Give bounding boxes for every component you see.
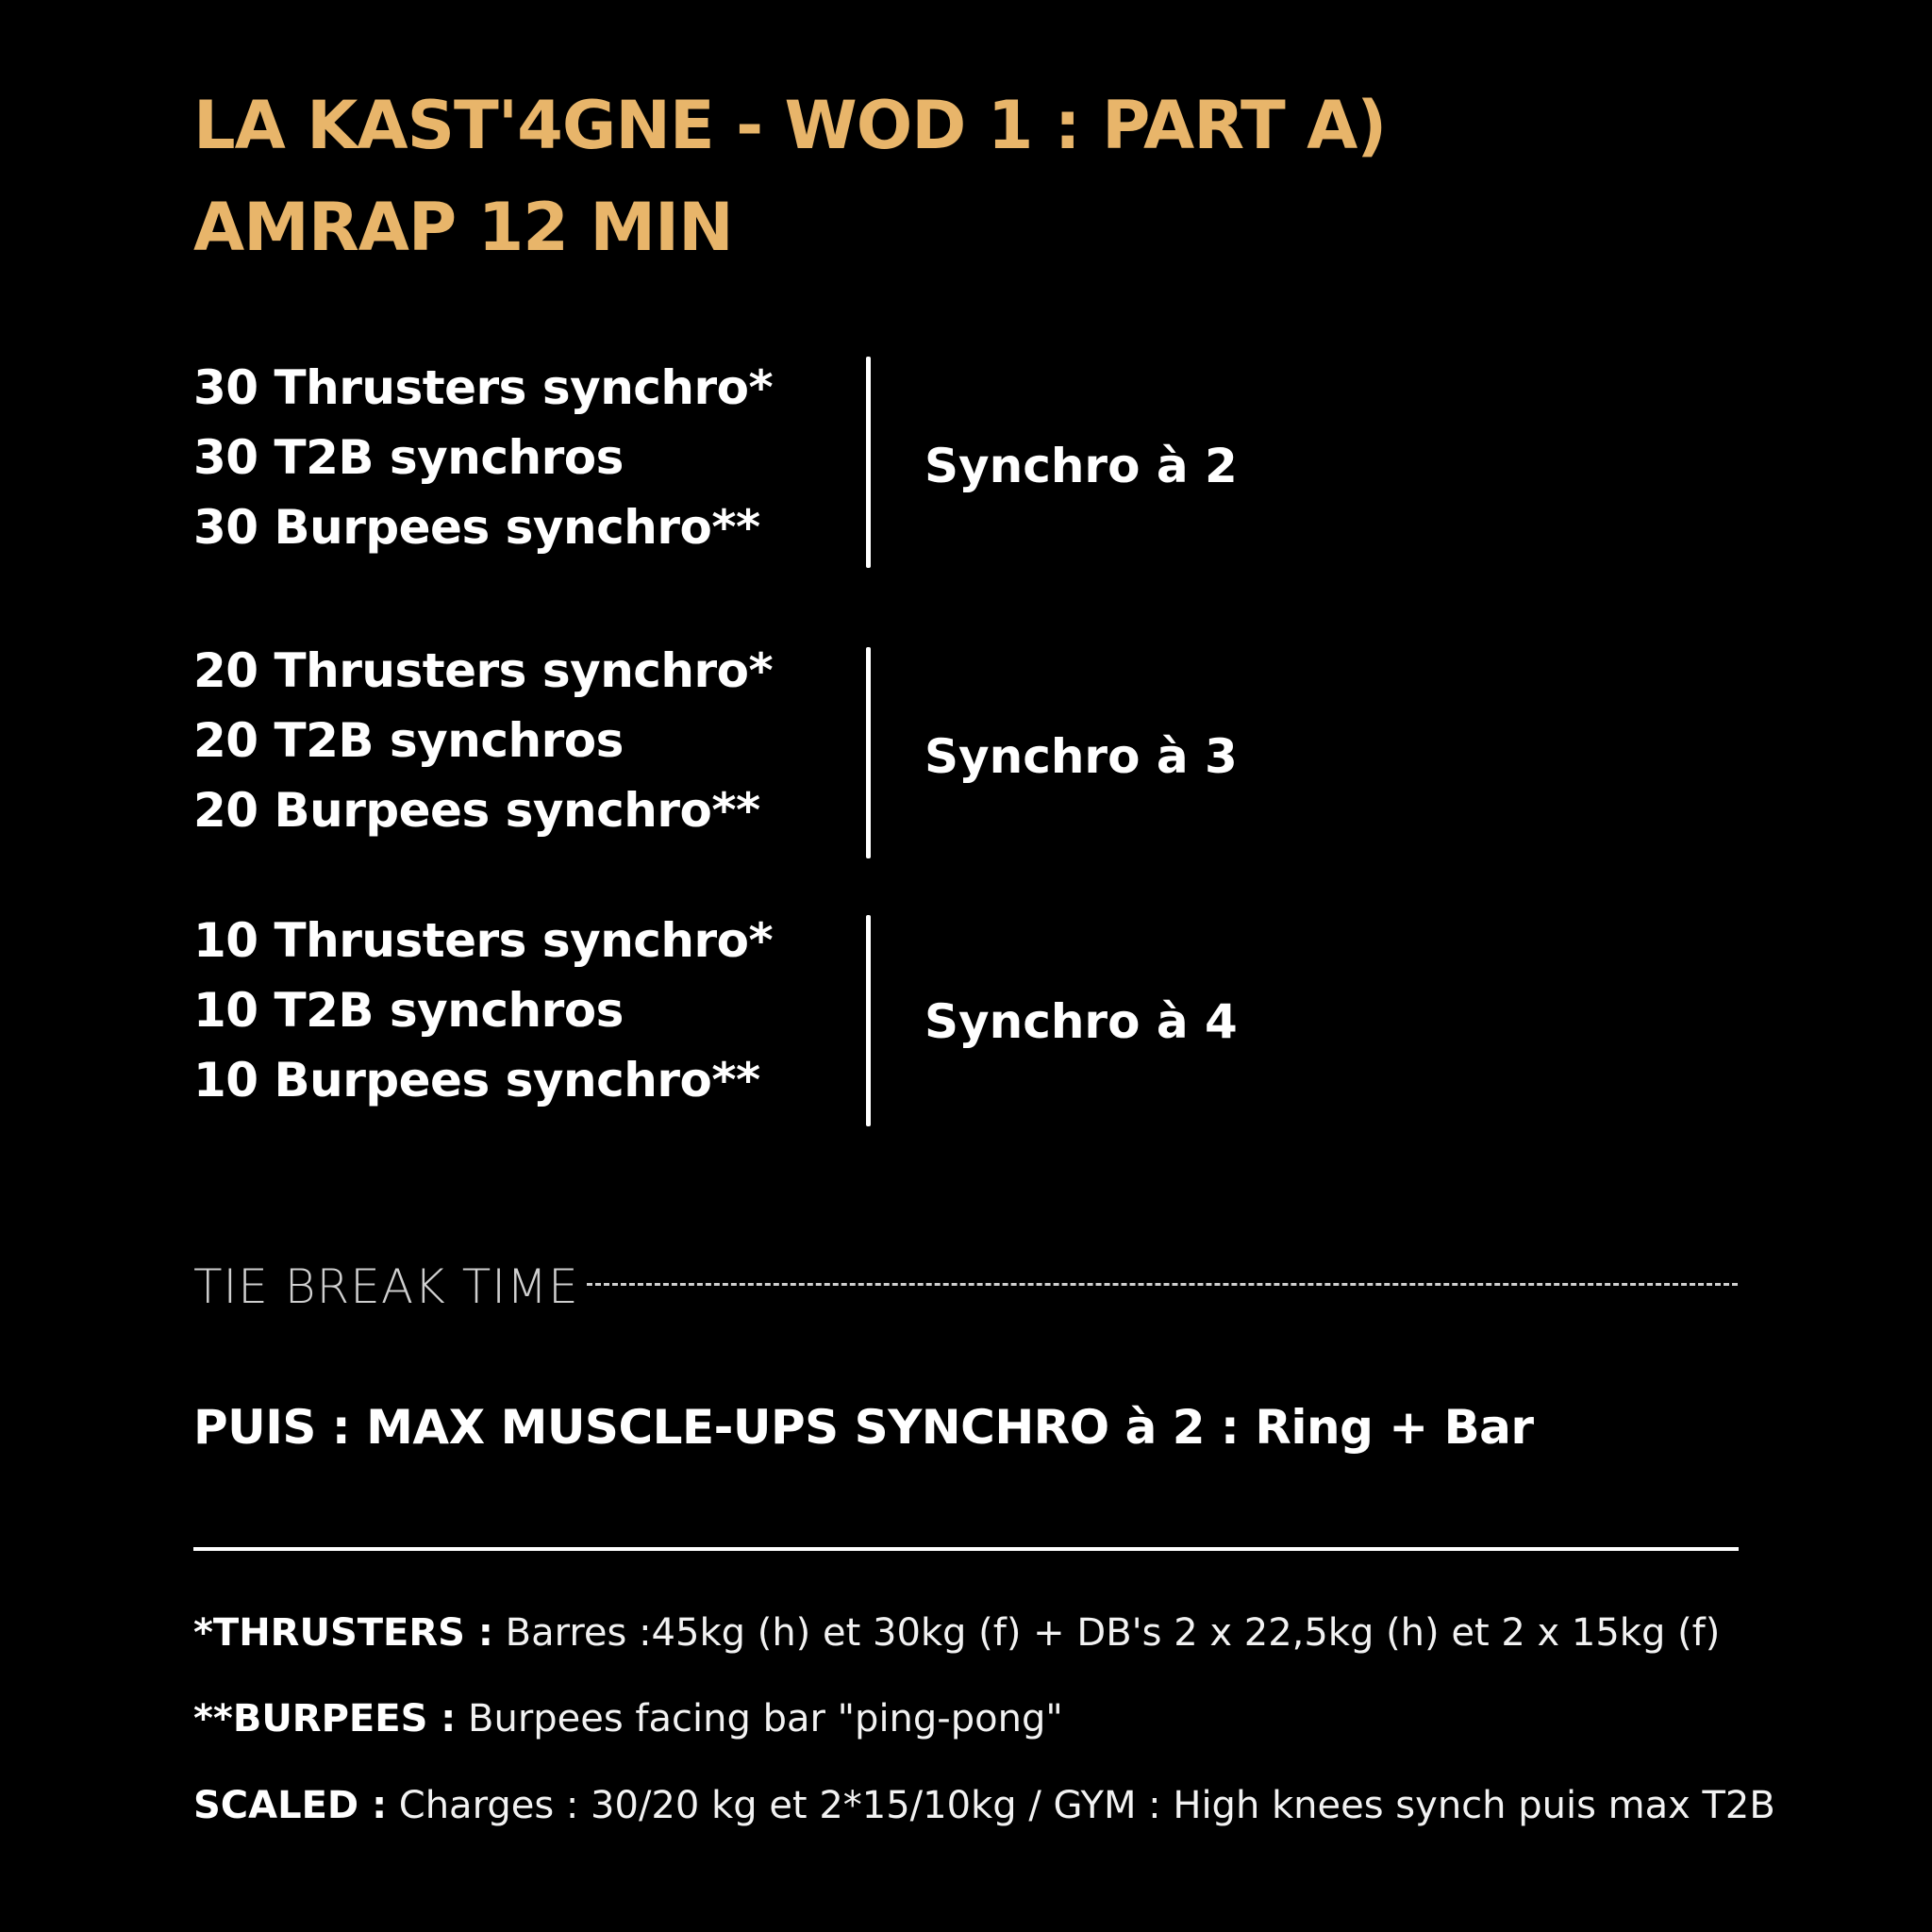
horizontal-rule (193, 1547, 1739, 1551)
workout-block-1 (193, 357, 1703, 574)
synchro-label: Synchro à 2 (924, 439, 1238, 493)
tie-break-label: TIE BREAK TIME (193, 1259, 579, 1314)
vertical-divider-line (866, 647, 871, 858)
note-label: **BURPEES : (193, 1697, 457, 1740)
puis-max-muscle-ups: PUIS : MAX MUSCLE-UPS SYNCHRO à 2 : Ring + Bar (193, 1400, 1534, 1455)
synchro-label: Synchro à 3 (924, 729, 1238, 784)
note-burpees (193, 1697, 1063, 1740)
note-label: *THRUSTERS : (193, 1611, 493, 1655)
exercise-thrusters: 20 Thrusters synchro* (193, 643, 774, 698)
exercise-burpees: 30 Burpees synchro** (193, 500, 760, 555)
exercise-t2b: 30 T2B synchros (193, 430, 624, 485)
exercise-t2b: 10 T2B synchros (193, 983, 624, 1038)
workout-block-2 (193, 643, 1703, 864)
note-scaled (193, 1784, 1775, 1827)
title-line-2: AMRAP 12 MIN (193, 189, 733, 266)
exercise-t2b: 20 T2B synchros (193, 713, 624, 768)
note-thrusters (193, 1611, 1721, 1655)
synchro-label: Synchro à 4 (924, 994, 1238, 1049)
vertical-divider (866, 915, 871, 1126)
workout-block-3 (193, 915, 1703, 1132)
exercise-thrusters: 10 Thrusters synchro* (193, 913, 774, 968)
vertical-divider (866, 357, 871, 568)
exercise-burpees: 20 Burpees synchro** (193, 783, 760, 838)
note-text: Burpees facing bar "ping-pong" (456, 1697, 1063, 1740)
note-text: Barres :45kg (h) et 30kg (f) + DB's 2 x 22,5kg (h) et 2 x 15kg (f) (492, 1611, 1721, 1655)
note-text: Charges : 30/20 kg et 2*15/10kg / GYM : High knees synch puis max T2B (387, 1784, 1775, 1827)
exercise-thrusters: 30 Thrusters synchro* (193, 360, 774, 415)
title-line-1: LA KAST'4GNE - WOD 1 : PART A) (193, 87, 1387, 164)
note-label: SCALED : (193, 1784, 388, 1827)
exercise-burpees: 10 Burpees synchro** (193, 1053, 760, 1108)
tie-break-dashed-line (587, 1283, 1738, 1286)
